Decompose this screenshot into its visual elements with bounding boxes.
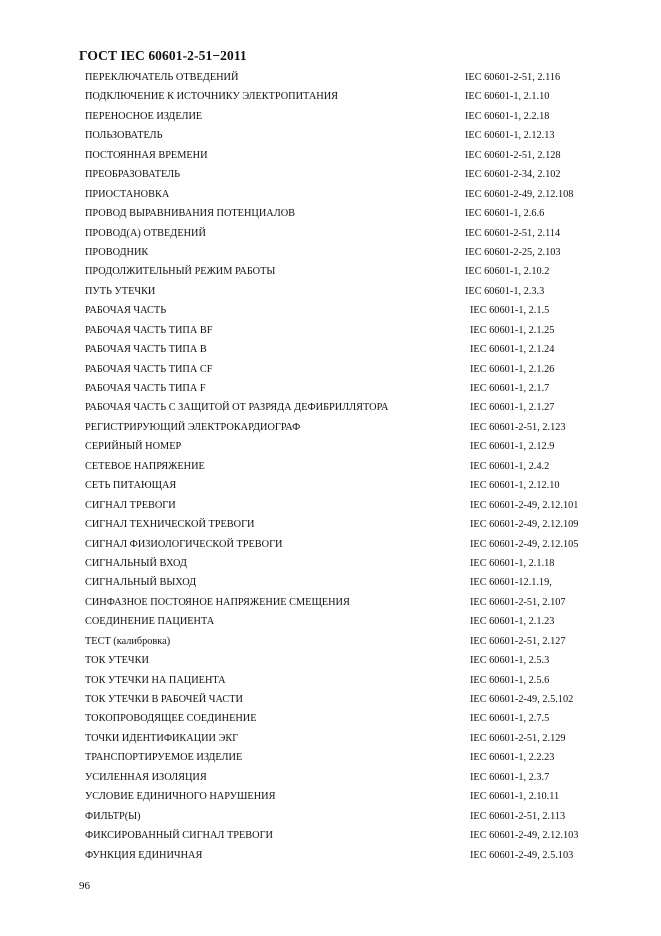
page-number: 96 bbox=[79, 880, 90, 892]
index-reference: IEC 60601-1, 2.12.13 bbox=[465, 130, 555, 142]
index-reference: IEC 60601-2-51, 2.114 bbox=[465, 227, 561, 239]
index-term: ТРАНСПОРТИРУЕМОЕ ИЗДЕЛИЕ bbox=[85, 752, 243, 764]
index-reference: IEC 60601-1, 2.10.11 bbox=[470, 791, 560, 803]
index-row bbox=[85, 573, 605, 592]
index-row bbox=[85, 204, 605, 223]
index-reference: IEC 60601-1, 2.1.5 bbox=[470, 305, 550, 317]
index-term: ФИКСИРОВАННЫЙ СИГНАЛ ТРЕВОГИ bbox=[85, 830, 273, 842]
index-reference: IEC 60601-2-51, 2.113 bbox=[470, 810, 566, 822]
document-title: ГОСТ IEC 60601-2-51−2011 bbox=[79, 48, 247, 63]
index-row bbox=[85, 768, 605, 787]
index-row bbox=[85, 496, 605, 515]
index-term: ПРОВОД(А) ОТВЕДЕНИЙ bbox=[85, 227, 206, 239]
index-term: ПРОВОД ВЫРАВНИВАНИЯ ПОТЕНЦИАЛОВ bbox=[85, 208, 295, 220]
index-reference: IEC 60601-2-51, 2.129 bbox=[470, 732, 566, 744]
index-row bbox=[85, 126, 605, 145]
index-row bbox=[85, 690, 605, 709]
index-row bbox=[85, 709, 605, 728]
index-term: СИГНАЛ ФИЗИОЛОГИЧЕСКОЙ ТРЕВОГИ bbox=[85, 538, 283, 550]
index-reference: IEC 60601-2-25, 2.103 bbox=[465, 246, 561, 258]
index-reference: IEC 60601-1, 2.1.24 bbox=[470, 344, 555, 356]
index-term: СИГНАЛЬНЫЙ ВХОД bbox=[85, 557, 187, 569]
index-term: РАБОЧАЯ ЧАСТЬ ТИПА F bbox=[85, 383, 206, 394]
index-row bbox=[85, 68, 605, 87]
index-term: ПОЛЬЗОВАТЕЛЬ bbox=[85, 130, 163, 142]
index-row bbox=[85, 360, 605, 379]
index-term: ФИЛЬТР(Ы) bbox=[85, 810, 141, 822]
index-reference: IEC 60601-1, 2.2.23 bbox=[470, 752, 555, 764]
index-reference: IEC 60601-2-51, 2.107 bbox=[470, 596, 566, 608]
index-row bbox=[85, 457, 605, 476]
index-row bbox=[85, 398, 605, 417]
index-reference: IEC 60601-1, 2.1.25 bbox=[470, 324, 555, 336]
index-reference: IEC 60601-2-51, 2.123 bbox=[470, 421, 566, 433]
index-row bbox=[85, 846, 605, 865]
index-reference: IEC 60601-1, 2.1.27 bbox=[470, 402, 555, 414]
index-reference: IEC 60601-1, 2.1.23 bbox=[470, 616, 555, 628]
index-term: ТОК УТЕЧКИ В РАБОЧЕЙ ЧАСТИ bbox=[85, 694, 243, 705]
index-row bbox=[85, 379, 605, 398]
index-term: ПРИОСТАНОВКА bbox=[85, 188, 170, 200]
index-term: ТОК УТЕЧКИ bbox=[85, 655, 149, 667]
index-row bbox=[85, 476, 605, 495]
index-row bbox=[85, 321, 605, 340]
index-row bbox=[85, 340, 605, 359]
index-row bbox=[85, 671, 605, 690]
index-term: ПРОВОДНИК bbox=[85, 246, 149, 258]
index-term: РАБОЧАЯ ЧАСТЬ bbox=[85, 305, 167, 317]
index-term: ПРОДОЛЖИТЕЛЬНЫЙ РЕЖИМ РАБОТЫ bbox=[85, 266, 276, 278]
index-term: ПРЕОБРАЗОВАТЕЛЬ bbox=[85, 169, 181, 181]
index-term: СЕТЬ ПИТАЮЩАЯ bbox=[85, 480, 177, 492]
index-term: СИНФАЗНОЕ ПОСТОЯНОЕ НАПРЯЖЕНИЕ СМЕЩЕНИЯ bbox=[85, 596, 350, 608]
index-reference: IEC 60601-1, 2.5.3 bbox=[470, 655, 550, 667]
index-term: СИГНАЛ ТЕХНИЧЕСКОЙ ТРЕВОГИ bbox=[85, 519, 255, 531]
index-term: ПУТЬ УТЕЧКИ bbox=[85, 285, 156, 297]
index-reference: IEC 60601-1, 2.7.5 bbox=[470, 713, 550, 725]
index-term: ПЕРЕНОСНОЕ ИЗДЕЛИЕ bbox=[85, 110, 203, 122]
index-reference: IEC 60601-2-49, 2.12.105 bbox=[470, 538, 579, 550]
index-row bbox=[85, 262, 605, 281]
index-reference: IEC 60601-2-49, 2.5.102 bbox=[470, 694, 574, 705]
index-term: СЕРИЙНЫЙ НОМЕР bbox=[85, 441, 182, 453]
index-term: ФУНКЦИЯ ЕДИНИЧНАЯ bbox=[85, 849, 203, 861]
index-reference: IEC 60601-1, 2.6.6 bbox=[465, 208, 545, 220]
index-reference: IEC 60601-1, 2.1.10 bbox=[465, 91, 550, 103]
index-reference: IEC 60601-1, 2.1.18 bbox=[470, 557, 555, 569]
index-term: ТЕСТ (калибровка) bbox=[85, 635, 171, 647]
index-term: СИГНАЛ ТРЕВОГИ bbox=[85, 499, 176, 511]
index-row bbox=[85, 632, 605, 651]
index-reference: IEC 60601-1, 2.12.10 bbox=[470, 480, 560, 492]
index-reference: IEC 60601-2-49, 2.12.101 bbox=[470, 499, 579, 511]
index-row bbox=[85, 437, 605, 456]
index-term: РАБОЧАЯ ЧАСТЬ С ЗАЩИТОЙ ОТ РАЗРЯДА ДЕФИБРИЛЛЯТОРА bbox=[85, 402, 389, 414]
term-index-list bbox=[85, 68, 605, 865]
index-row bbox=[85, 748, 605, 767]
index-reference: IEC 60601-2-51, 2.127 bbox=[470, 635, 566, 647]
index-reference: IEC 60601-12.1.19, bbox=[470, 577, 552, 589]
index-reference: IEC 60601-2-49, 2.5.103 bbox=[470, 849, 574, 861]
index-row bbox=[85, 515, 605, 534]
index-term: ПОДКЛЮЧЕНИЕ К ИСТОЧНИКУ ЭЛЕКТРОПИТАНИЯ bbox=[85, 91, 339, 103]
index-row bbox=[85, 554, 605, 573]
index-reference: IEC 60601-1, 2.2.18 bbox=[465, 110, 550, 122]
index-reference: IEC 60601-2-49, 2.12.108 bbox=[465, 188, 574, 200]
index-term: РЕГИСТРИРУЮЩИЙ ЭЛЕКТРОКАРДИОГРАФ bbox=[85, 421, 301, 433]
index-row bbox=[85, 787, 605, 806]
index-term: СОЕДИНЕНИЕ ПАЦИЕНТА bbox=[85, 616, 215, 628]
index-term: РАБОЧАЯ ЧАСТЬ ТИПА CF bbox=[85, 363, 213, 375]
index-row bbox=[85, 185, 605, 204]
index-term: ТОЧКИ ИДЕНТИФИКАЦИИ ЭКГ bbox=[85, 732, 239, 744]
index-term: ПЕРЕКЛЮЧАТЕЛЬ ОТВЕДЕНИЙ bbox=[85, 72, 239, 83]
index-reference: IEC 60601-2-34, 2.102 bbox=[465, 169, 561, 181]
index-term: РАБОЧАЯ ЧАСТЬ ТИПА BF bbox=[85, 324, 213, 336]
index-row bbox=[85, 651, 605, 670]
index-row bbox=[85, 224, 605, 243]
index-row bbox=[85, 87, 605, 106]
index-reference: IEC 60601-2-49, 2.12.103 bbox=[470, 830, 579, 842]
index-reference: IEC 60601-2-51, 2.128 bbox=[465, 149, 561, 161]
index-row bbox=[85, 146, 605, 165]
index-row bbox=[85, 535, 605, 554]
index-reference: IEC 60601-1, 2.1.26 bbox=[470, 363, 555, 375]
index-reference: IEC 60601-1, 2.10.2 bbox=[465, 266, 550, 278]
index-term: ТОКОПРОВОДЯЩЕЕ СОЕДИНЕНИЕ bbox=[85, 713, 257, 725]
index-reference: IEC 60601-1, 2.3.3 bbox=[465, 285, 545, 297]
index-reference: IEC 60601-1, 2.1.7 bbox=[470, 383, 550, 394]
index-row bbox=[85, 729, 605, 748]
index-row bbox=[85, 301, 605, 320]
index-row bbox=[85, 826, 605, 845]
index-row bbox=[85, 612, 605, 631]
index-term: СИГНАЛЬНЫЙ ВЫХОД bbox=[85, 577, 197, 589]
index-reference: IEC 60601-1, 2.12.9 bbox=[470, 441, 555, 453]
index-reference: IEC 60601-1, 2.4.2 bbox=[470, 460, 550, 472]
index-row bbox=[85, 165, 605, 184]
index-row bbox=[85, 418, 605, 437]
index-reference: IEC 60601-2-49, 2.12.109 bbox=[470, 519, 579, 531]
index-row bbox=[85, 282, 605, 301]
index-row bbox=[85, 593, 605, 612]
index-row bbox=[85, 243, 605, 262]
index-term: ПОСТОЯННАЯ ВРЕМЕНИ bbox=[85, 149, 208, 161]
index-term: РАБОЧАЯ ЧАСТЬ ТИПА В bbox=[85, 344, 207, 356]
index-term: УСЛОВИЕ ЕДИНИЧНОГО НАРУШЕНИЯ bbox=[85, 791, 276, 803]
index-term: УСИЛЕННАЯ ИЗОЛЯЦИЯ bbox=[85, 771, 207, 783]
index-term: СЕТЕВОЕ НАПРЯЖЕНИЕ bbox=[85, 460, 205, 472]
index-term: ТОК УТЕЧКИ НА ПАЦИЕНТА bbox=[85, 674, 226, 686]
index-row bbox=[85, 807, 605, 826]
index-reference: IEC 60601-1, 2.5.6 bbox=[470, 674, 550, 686]
index-row bbox=[85, 107, 605, 126]
index-reference: IEC 60601-1, 2.3.7 bbox=[470, 771, 550, 783]
index-reference: IEC 60601-2-51, 2.116 bbox=[465, 72, 561, 83]
